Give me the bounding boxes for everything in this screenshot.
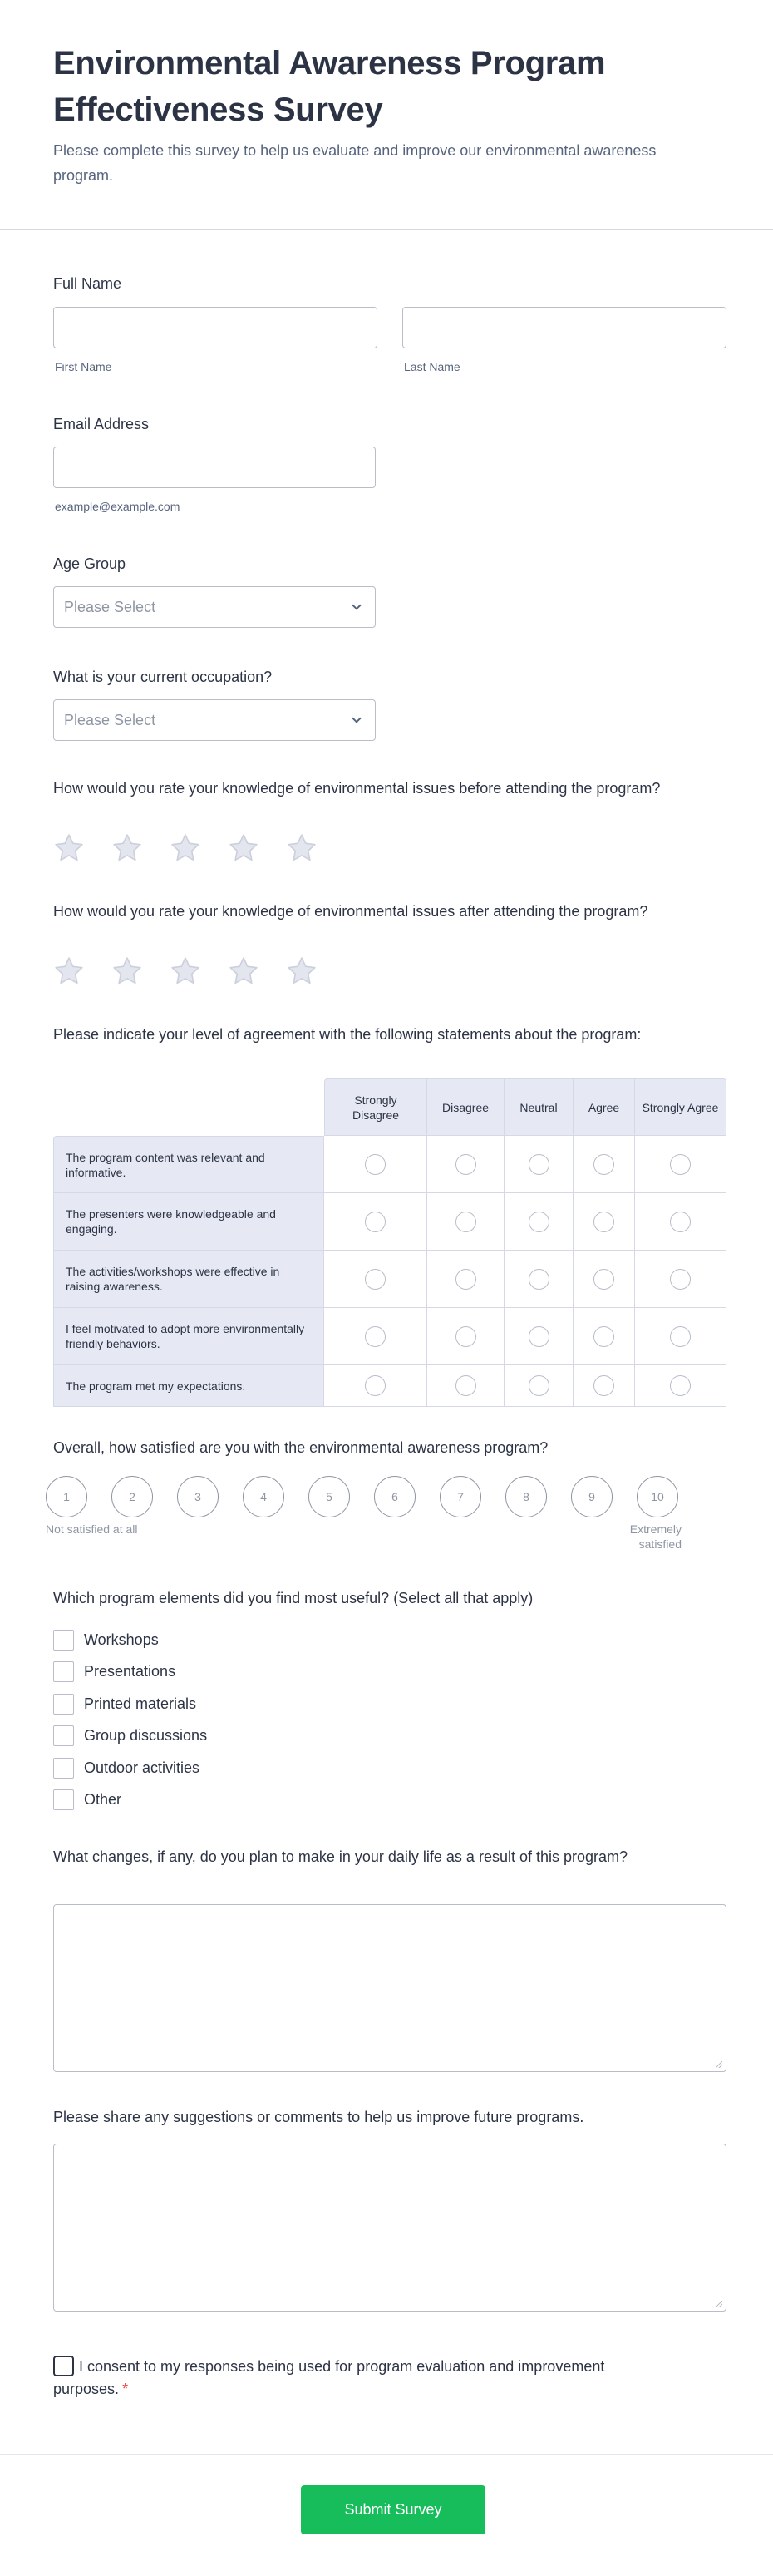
- matrix-column-header: Disagree: [427, 1078, 505, 1136]
- matrix-body: [53, 1136, 726, 1407]
- matrix-radio[interactable]: [365, 1326, 386, 1347]
- checkbox-label: Printed materials: [84, 1695, 197, 1712]
- star-icon[interactable]: [52, 955, 86, 988]
- resize-handle-icon[interactable]: [716, 2301, 722, 2307]
- consent-checkbox[interactable]: [53, 2356, 74, 2376]
- age-group-selected-value: Please Select: [64, 598, 156, 615]
- matrix-radio[interactable]: [529, 1269, 549, 1290]
- star-icon[interactable]: [52, 832, 86, 865]
- checkbox[interactable]: [53, 1630, 74, 1651]
- star-icon[interactable]: [110, 955, 145, 988]
- matrix-row: [53, 1365, 726, 1407]
- age-group-label: Age Group: [53, 555, 126, 572]
- satisfaction-question: [53, 1437, 726, 1459]
- suggestions-question: [53, 2106, 726, 2129]
- matrix-row-label: I feel motivated to adopt more environmentally friendly behaviors.: [53, 1308, 324, 1365]
- star-icon[interactable]: [168, 832, 203, 865]
- rating-after-stars: [52, 955, 319, 988]
- first-name-sublabel: First Name: [55, 360, 112, 373]
- scale-option[interactable]: 3: [177, 1476, 219, 1517]
- matrix-radio[interactable]: [670, 1269, 691, 1290]
- matrix-radio[interactable]: [529, 1375, 549, 1396]
- changes-question: [53, 1846, 726, 1868]
- first-name-input[interactable]: [53, 307, 377, 348]
- matrix-radio[interactable]: [529, 1154, 549, 1175]
- matrix-radio[interactable]: [593, 1154, 614, 1175]
- matrix-radio[interactable]: [670, 1326, 691, 1347]
- star-icon[interactable]: [226, 832, 261, 865]
- matrix-cell: [635, 1251, 726, 1308]
- matrix-radio[interactable]: [670, 1154, 691, 1175]
- matrix-cell: [574, 1365, 635, 1407]
- full-name-label: Full Name: [53, 275, 122, 292]
- resize-handle-icon[interactable]: [716, 2061, 722, 2068]
- matrix-question: [53, 1024, 726, 1046]
- rating-before-stars: [52, 832, 319, 865]
- star-icon[interactable]: [110, 832, 145, 865]
- email-input[interactable]: [53, 447, 376, 488]
- matrix-radio[interactable]: [365, 1375, 386, 1396]
- checkbox-label: Workshops: [84, 1631, 159, 1648]
- checkbox[interactable]: [53, 1789, 74, 1810]
- scale-low-label: Not satisfied at all: [46, 1522, 138, 1536]
- changes-label: What changes, if any, do you plan to make in your daily life as a result of this program?: [53, 1848, 628, 1865]
- matrix-column-header: Strongly Disagree: [324, 1078, 427, 1136]
- matrix-row: [53, 1193, 726, 1251]
- scale-option[interactable]: 9: [571, 1476, 613, 1517]
- matrix-cell: [505, 1136, 574, 1193]
- occupation-selected-value: Please Select: [64, 711, 156, 728]
- checkbox-option[interactable]: [53, 1656, 207, 1689]
- matrix-radio[interactable]: [593, 1212, 614, 1232]
- checkbox[interactable]: [53, 1694, 74, 1715]
- matrix-cell: [324, 1136, 427, 1193]
- checkbox[interactable]: [53, 1758, 74, 1779]
- required-asterisk: *: [122, 2381, 129, 2397]
- rating-before-question: [53, 777, 726, 800]
- checkbox[interactable]: [53, 1661, 74, 1682]
- rating-before-label: How would you rate your knowledge of environmental issues before attending the program?: [53, 780, 661, 797]
- age-group-question: [53, 553, 726, 575]
- matrix-header-row: [53, 1078, 726, 1136]
- matrix-radio[interactable]: [455, 1154, 476, 1175]
- scale-high-label: Extremely satisfied: [629, 1522, 682, 1551]
- matrix-radio[interactable]: [455, 1326, 476, 1347]
- page-title: Environmental Awareness Program Effectiveness Survey: [53, 45, 606, 128]
- matrix-cell: [574, 1308, 635, 1365]
- matrix-cell: [427, 1251, 505, 1308]
- email-question: [53, 413, 726, 436]
- star-icon[interactable]: [168, 955, 203, 988]
- matrix-radio[interactable]: [529, 1212, 549, 1232]
- matrix-cell: [505, 1193, 574, 1251]
- elements-checkbox-list: [53, 1624, 207, 1816]
- checkbox-option[interactable]: [53, 1720, 207, 1753]
- matrix-cell: [635, 1193, 726, 1251]
- matrix-cell: [574, 1251, 635, 1308]
- checkbox-option[interactable]: [53, 1752, 207, 1784]
- matrix-radio[interactable]: [593, 1269, 614, 1290]
- matrix-cell: [324, 1308, 427, 1365]
- matrix-cell: [324, 1251, 427, 1308]
- satisfaction-label: Overall, how satisfied are you with the environmental awareness program?: [53, 1439, 549, 1456]
- matrix-row: [53, 1308, 726, 1365]
- full-name-question: [53, 273, 726, 295]
- matrix-row-label: The program met my expectations.: [53, 1365, 324, 1407]
- checkbox-option[interactable]: [53, 1624, 207, 1656]
- submit-survey-button[interactable]: Submit Survey: [301, 2485, 485, 2534]
- matrix-radio[interactable]: [593, 1326, 614, 1347]
- matrix-column-header: Strongly Agree: [635, 1078, 726, 1136]
- satisfaction-scale: [46, 1476, 678, 1517]
- checkbox-option[interactable]: [53, 1688, 207, 1720]
- checkbox[interactable]: [53, 1725, 74, 1746]
- scale-option[interactable]: 4: [243, 1476, 284, 1517]
- matrix-cell: [427, 1193, 505, 1251]
- suggestions-textarea[interactable]: [53, 2144, 726, 2312]
- matrix-cell: [427, 1308, 505, 1365]
- scale-option[interactable]: 10: [637, 1476, 678, 1517]
- footer-divider: [0, 2454, 773, 2455]
- matrix-cell: [427, 1136, 505, 1193]
- scale-option[interactable]: 7: [440, 1476, 481, 1517]
- elements-question: [53, 1587, 726, 1610]
- star-icon[interactable]: [284, 955, 319, 988]
- last-name-input[interactable]: [402, 307, 726, 348]
- email-label: Email Address: [53, 416, 150, 432]
- matrix-column-header: Neutral: [505, 1078, 574, 1136]
- matrix-cell: [324, 1365, 427, 1407]
- matrix-cell: [574, 1193, 635, 1251]
- page-subtitle: Please complete this survey to help us evaluate and improve our environmental awareness program.: [53, 142, 657, 184]
- star-icon[interactable]: [284, 832, 319, 865]
- scale-option[interactable]: 6: [374, 1476, 416, 1517]
- scale-option[interactable]: 5: [308, 1476, 350, 1517]
- checkbox-label: Presentations: [84, 1663, 176, 1680]
- matrix-radio[interactable]: [455, 1212, 476, 1232]
- matrix-cell: [635, 1136, 726, 1193]
- consent-field: [53, 2356, 652, 2401]
- matrix-row: [53, 1136, 726, 1193]
- rating-after-question: [53, 901, 726, 923]
- form-header: [0, 0, 773, 230]
- matrix-radio[interactable]: [365, 1154, 386, 1175]
- matrix-radio[interactable]: [365, 1212, 386, 1232]
- matrix-column-header: Agree: [574, 1078, 635, 1136]
- checkbox-label: Other: [84, 1791, 122, 1809]
- email-sublabel: example@example.com: [55, 500, 180, 513]
- matrix-cell: [505, 1251, 574, 1308]
- matrix-cell: [427, 1365, 505, 1407]
- consent-label: I consent to my responses being used for program evaluation and improvement purposes.: [53, 2358, 605, 2397]
- occupation-question: [53, 666, 726, 688]
- matrix-cell: [505, 1365, 574, 1407]
- matrix-cell: [574, 1136, 635, 1193]
- suggestions-label: Please share any suggestions or comments to help us improve future programs.: [53, 2109, 584, 2125]
- matrix-cell: [505, 1308, 574, 1365]
- chevron-down-icon: [352, 713, 361, 723]
- scale-option[interactable]: 2: [111, 1476, 153, 1517]
- rating-after-label: How would you rate your knowledge of environmental issues after attending the program?: [53, 903, 648, 920]
- chevron-down-icon: [352, 600, 361, 609]
- matrix-radio[interactable]: [670, 1212, 691, 1232]
- matrix-row-label: The presenters were knowledgeable and engaging.: [53, 1193, 324, 1251]
- changes-textarea[interactable]: [53, 1904, 726, 2072]
- matrix-radio[interactable]: [593, 1375, 614, 1396]
- age-group-select[interactable]: [53, 586, 376, 628]
- star-icon[interactable]: [226, 955, 261, 988]
- matrix-corner: [53, 1078, 324, 1136]
- occupation-select[interactable]: [53, 699, 376, 741]
- checkbox-label: Outdoor activities: [84, 1759, 200, 1776]
- matrix-radio[interactable]: [365, 1269, 386, 1290]
- elements-label: Which program elements did you find most useful? (Select all that apply): [53, 1590, 534, 1606]
- scale-option[interactable]: 1: [46, 1476, 87, 1517]
- matrix-cell: [635, 1308, 726, 1365]
- matrix-cell: [635, 1365, 726, 1407]
- matrix-label: Please indicate your level of agreement with the following statements about the program:: [53, 1026, 642, 1043]
- checkbox-option[interactable]: [53, 1784, 207, 1817]
- matrix-cell: [324, 1193, 427, 1251]
- agreement-matrix: [53, 1078, 726, 1407]
- matrix-row-label: The activities/workshops were effective in raising awareness.: [53, 1251, 324, 1308]
- matrix-radio[interactable]: [455, 1375, 476, 1396]
- matrix-radio[interactable]: [529, 1326, 549, 1347]
- last-name-sublabel: Last Name: [404, 360, 460, 373]
- scale-option[interactable]: 8: [505, 1476, 547, 1517]
- matrix-radio[interactable]: [455, 1269, 476, 1290]
- matrix-radio[interactable]: [670, 1375, 691, 1396]
- matrix-row: [53, 1251, 726, 1308]
- checkbox-label: Group discussions: [84, 1727, 208, 1744]
- occupation-label: What is your current occupation?: [53, 669, 273, 685]
- matrix-row-label: The program content was relevant and informative.: [53, 1136, 324, 1193]
